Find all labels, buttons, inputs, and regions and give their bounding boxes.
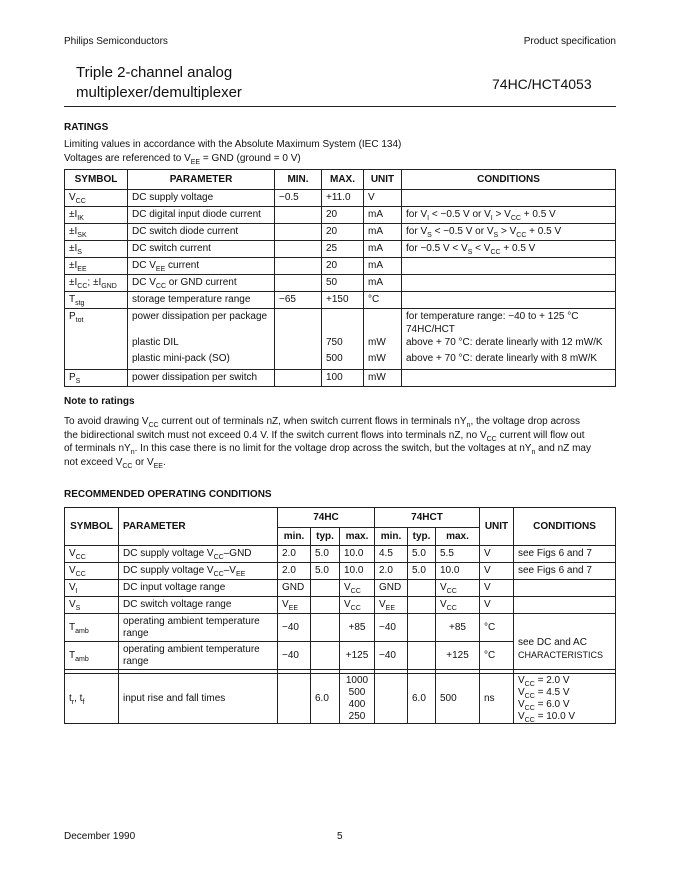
unit-cell: °C xyxy=(480,614,514,642)
value-cell xyxy=(311,580,340,597)
value-cell: +125 xyxy=(436,642,480,670)
value-cell xyxy=(311,614,340,642)
value-cell: 4.5 xyxy=(375,546,408,563)
table-row xyxy=(65,580,616,597)
table-row xyxy=(65,563,616,580)
min-cell xyxy=(275,224,322,241)
value-cell xyxy=(408,597,436,614)
max-cell: 750 500 xyxy=(322,309,364,370)
value-cell: GND xyxy=(375,580,408,597)
document-title: Triple 2-channel analog multiplexer/demultiplexer xyxy=(76,64,242,101)
conditions-cell xyxy=(402,292,616,309)
value-cell xyxy=(340,674,375,724)
symbol-cell: $P_S$ xyxy=(65,370,128,387)
value-cell: −40 xyxy=(375,642,408,670)
parameter-cell: DC switch voltage range xyxy=(119,597,278,614)
col-header: PARAMETER xyxy=(128,170,275,190)
col-header: min. xyxy=(278,528,311,546)
value-cell: 5.5 xyxy=(436,546,480,563)
value-cell: 500 xyxy=(436,674,480,724)
conditions-cell: see Figs 6 and 7 xyxy=(514,563,616,580)
value-cell: 2.0 xyxy=(278,563,311,580)
condition-line: $V_{CC} = 2.0$ V xyxy=(518,674,570,688)
value-cell xyxy=(278,674,311,724)
value-cell: $V_{EE}$ xyxy=(375,597,408,614)
table-row xyxy=(65,309,616,370)
col-header: 74HCT xyxy=(375,508,480,528)
min-cell xyxy=(275,258,322,275)
condition-line: $V_{CC} = 6.0$ V xyxy=(518,698,570,712)
col-header: SYMBOL xyxy=(65,170,128,190)
conditions-cell: see Figs 6 and 7 xyxy=(514,546,616,563)
value-cell: +85 xyxy=(436,614,480,642)
symbol-cell: $P_{tot}$ xyxy=(65,309,128,370)
parameter-cell: DC $V_{CC}$ or GND current xyxy=(128,275,275,292)
unit-cell: mA xyxy=(364,207,402,224)
parameter-cell: DC input voltage range xyxy=(119,580,278,597)
unit-cell: mA xyxy=(364,241,402,258)
table-row xyxy=(65,546,616,563)
col-header: MIN. xyxy=(275,170,322,190)
col-header: max. xyxy=(340,528,375,546)
value-cell: −40 xyxy=(375,614,408,642)
symbol-cell: $\pm I_S$ xyxy=(65,241,128,258)
max-cell: 20 xyxy=(322,224,364,241)
max-cell: +11.0 xyxy=(322,190,364,207)
unit-cell: mA xyxy=(364,224,402,241)
table-row xyxy=(65,241,616,258)
unit-cell: V xyxy=(364,190,402,207)
note-heading: Note to ratings xyxy=(64,396,135,407)
parameter-cell: DC supply voltage xyxy=(128,190,275,207)
conditions-cell xyxy=(402,370,616,387)
col-header: CONDITIONS xyxy=(514,508,616,546)
value-cell: GND xyxy=(278,580,311,597)
min-cell xyxy=(275,309,322,370)
col-header: CONDITIONS xyxy=(402,170,616,190)
value-cell xyxy=(408,642,436,670)
value-cell xyxy=(311,642,340,670)
value-cell: −40 xyxy=(278,642,311,670)
symbol-cell: $\pm I_{IK}$ xyxy=(65,207,128,224)
table-row xyxy=(65,258,616,275)
col-header: 74HC xyxy=(278,508,375,528)
max-value: 400 xyxy=(348,698,366,710)
col-header: PARAMETER xyxy=(119,508,278,546)
parameter-cell: DC switch diode current xyxy=(128,224,275,241)
value-cell: 6.0 xyxy=(311,674,340,724)
value-cell: 10.0 xyxy=(436,563,480,580)
table-row xyxy=(65,674,616,724)
footer-date: December 1990 xyxy=(64,831,136,842)
max-value: 1000 xyxy=(345,674,369,686)
col-header: min. xyxy=(375,528,408,546)
min-cell xyxy=(275,207,322,224)
ratings-intro: Limiting values in accordance with the Absolute Maximum System (IEC 134) Voltages are referenced to $V_{EE}$ = GND (ground = 0 V) xyxy=(64,139,402,166)
value-cell xyxy=(408,614,436,642)
min-cell: −0.5 xyxy=(275,190,322,207)
value-cell: 6.0 xyxy=(408,674,436,724)
parameter-cell: operating ambient temperature range xyxy=(119,614,278,642)
value-cell: 10.0 xyxy=(340,546,375,563)
parameter-cell: DC digital input diode current xyxy=(128,207,275,224)
roc-table xyxy=(64,507,616,724)
min-cell xyxy=(275,275,322,292)
unit-cell: ns xyxy=(480,674,514,724)
symbol-cell: $T_{amb}$ xyxy=(65,614,119,642)
symbol-cell: $V_S$ xyxy=(65,597,119,614)
min-cell xyxy=(275,241,322,258)
unit-cell: V xyxy=(480,580,514,597)
value-cell: $V_{CC}$ xyxy=(436,580,480,597)
conditions-cell: for $V_S < -0.5$ V or $V_S > V_{CC} + 0.5$ V xyxy=(402,224,616,241)
table-row xyxy=(65,292,616,309)
document-type: Product specification xyxy=(523,36,616,47)
table-row xyxy=(65,614,616,642)
page-number: 5 xyxy=(337,831,343,842)
conditions-cell xyxy=(402,258,616,275)
conditions-cell: for $V_I < -0.5$ V or $V_I > V_{CC} + 0.5$ V xyxy=(402,207,616,224)
value-cell: 2.0 xyxy=(375,563,408,580)
value-cell xyxy=(408,580,436,597)
unit-cell: °C xyxy=(364,292,402,309)
value-cell: $V_{EE}$ xyxy=(278,597,311,614)
value-cell: 10.0 xyxy=(340,563,375,580)
conditions-cell xyxy=(402,190,616,207)
value-cell: −40 xyxy=(278,614,311,642)
value-cell: 2.0 xyxy=(278,546,311,563)
max-cell: +150 xyxy=(322,292,364,309)
conditions-cell xyxy=(514,674,616,724)
value-cell: $V_{CC}$ xyxy=(340,580,375,597)
value-cell: $V_{CC}$ xyxy=(436,597,480,614)
ratings-table xyxy=(64,169,616,387)
unit-cell: °C xyxy=(480,642,514,670)
roc-heading: RECOMMENDED OPERATING CONDITIONS xyxy=(64,489,272,500)
conditions-cell: for −0.5 $V < V_S < V_{CC} + 0.5$ V xyxy=(402,241,616,258)
conditions-cell xyxy=(514,597,616,614)
value-cell: $V_{CC}$ xyxy=(340,597,375,614)
header-rule xyxy=(64,106,616,107)
max-cell: 25 xyxy=(322,241,364,258)
table-row xyxy=(65,190,616,207)
value-cell xyxy=(375,674,408,724)
parameter-cell: DC supply voltage $V_{CC}$–GND xyxy=(119,546,278,563)
ratings-heading: RATINGS xyxy=(64,122,109,133)
max-cell: 100 xyxy=(322,370,364,387)
max-value: 500 xyxy=(348,686,366,698)
symbol-cell: $T_{amb}$ xyxy=(65,642,119,670)
company-name: Philips Semiconductors xyxy=(64,36,168,47)
unit-cell: V xyxy=(480,563,514,580)
table-row xyxy=(65,224,616,241)
unit-cell: mW mW xyxy=(364,309,402,370)
unit-cell: V xyxy=(480,546,514,563)
value-cell: 5.0 xyxy=(311,546,340,563)
parameter-cell: operating ambient temperature range xyxy=(119,642,278,670)
part-number: 74HC/HCT4053 xyxy=(492,76,592,92)
table-row xyxy=(65,370,616,387)
symbol-cell: $V_{CC}$ xyxy=(65,190,128,207)
parameter-cell: input rise and fall times xyxy=(119,674,278,724)
parameter-cell: storage temperature range xyxy=(128,292,275,309)
ratings-header-row xyxy=(65,170,616,190)
min-cell: −65 xyxy=(275,292,322,309)
col-header: UNIT xyxy=(480,508,514,546)
unit-cell: mW xyxy=(364,370,402,387)
value-cell: 5.0 xyxy=(408,563,436,580)
col-header: UNIT xyxy=(364,170,402,190)
value-cell: +85 xyxy=(340,614,375,642)
value-cell: +125 xyxy=(340,642,375,670)
symbol-cell: $V_{CC}$ xyxy=(65,563,119,580)
symbol-cell: $V_I$ xyxy=(65,580,119,597)
col-header: typ. xyxy=(408,528,436,546)
unit-cell: V xyxy=(480,597,514,614)
table-row xyxy=(65,275,616,292)
parameter-cell: power dissipation per package plastic DIL plastic mini-pack (SO) xyxy=(128,309,275,370)
symbol-cell: $t_r$, $t_f$ xyxy=(65,674,119,724)
value-cell xyxy=(311,597,340,614)
unit-cell: mA xyxy=(364,275,402,292)
col-header: typ. xyxy=(311,528,340,546)
symbol-cell: $\pm I_{CC}$; $\pm I_{GND}$ xyxy=(65,275,128,292)
symbol-cell: $\pm I_{EE}$ xyxy=(65,258,128,275)
table-row xyxy=(65,597,616,614)
value-cell: 5.0 xyxy=(311,563,340,580)
parameter-cell: DC switch current xyxy=(128,241,275,258)
max-value: 250 xyxy=(348,710,366,722)
unit-cell: mA xyxy=(364,258,402,275)
conditions-cell xyxy=(402,275,616,292)
condition-line: $V_{CC} = 4.5$ V xyxy=(518,686,570,700)
conditions-cell: for temperature range: −40 to + 125 °C 74HC/HCT above + 70 °C: derate linearly with 12 mW/K above + 70 °C: derate linearly with 8 mW/K xyxy=(402,309,616,370)
parameter-cell: DC $V_{EE}$ current xyxy=(128,258,275,275)
conditions-cell xyxy=(514,580,616,597)
max-cell: 20 xyxy=(322,258,364,275)
min-cell xyxy=(275,370,322,387)
note-text: To avoid drawing $V_{CC}$ current out of terminals nZ, when switch current flows in terminals $nY_n$, the voltage drop across the bidirectional switch must not exceed 0.4 V. If the switch current flows into terminals nZ, no $V_{CC}$ current will flow out of terminals $nY_n$. In this case there is no limit for the voltage drop across the switch, but the voltages at $nY_n$ and nZ may not exceed $V_{CC}$ or $V_{EE}$. xyxy=(64,416,591,470)
value-cell: 5.0 xyxy=(408,546,436,563)
parameter-cell: DC supply voltage $V_{CC}-V_{EE}$ xyxy=(119,563,278,580)
symbol-cell: $\pm I_{SK}$ xyxy=(65,224,128,241)
col-header: MAX. xyxy=(322,170,364,190)
max-cell: 20 xyxy=(322,207,364,224)
roc-header-row xyxy=(65,508,616,528)
col-header: SYMBOL xyxy=(65,508,119,546)
max-cell: 50 xyxy=(322,275,364,292)
conditions-cell: see DC and AC CHARACTERISTICS xyxy=(514,614,616,670)
parameter-cell: power dissipation per switch xyxy=(128,370,275,387)
condition-line: $V_{CC} = 10.0$ V xyxy=(518,710,576,724)
col-header: max. xyxy=(436,528,480,546)
table-row xyxy=(65,207,616,224)
symbol-cell: $V_{CC}$ xyxy=(65,546,119,563)
symbol-cell: $T_{stg}$ xyxy=(65,292,128,309)
